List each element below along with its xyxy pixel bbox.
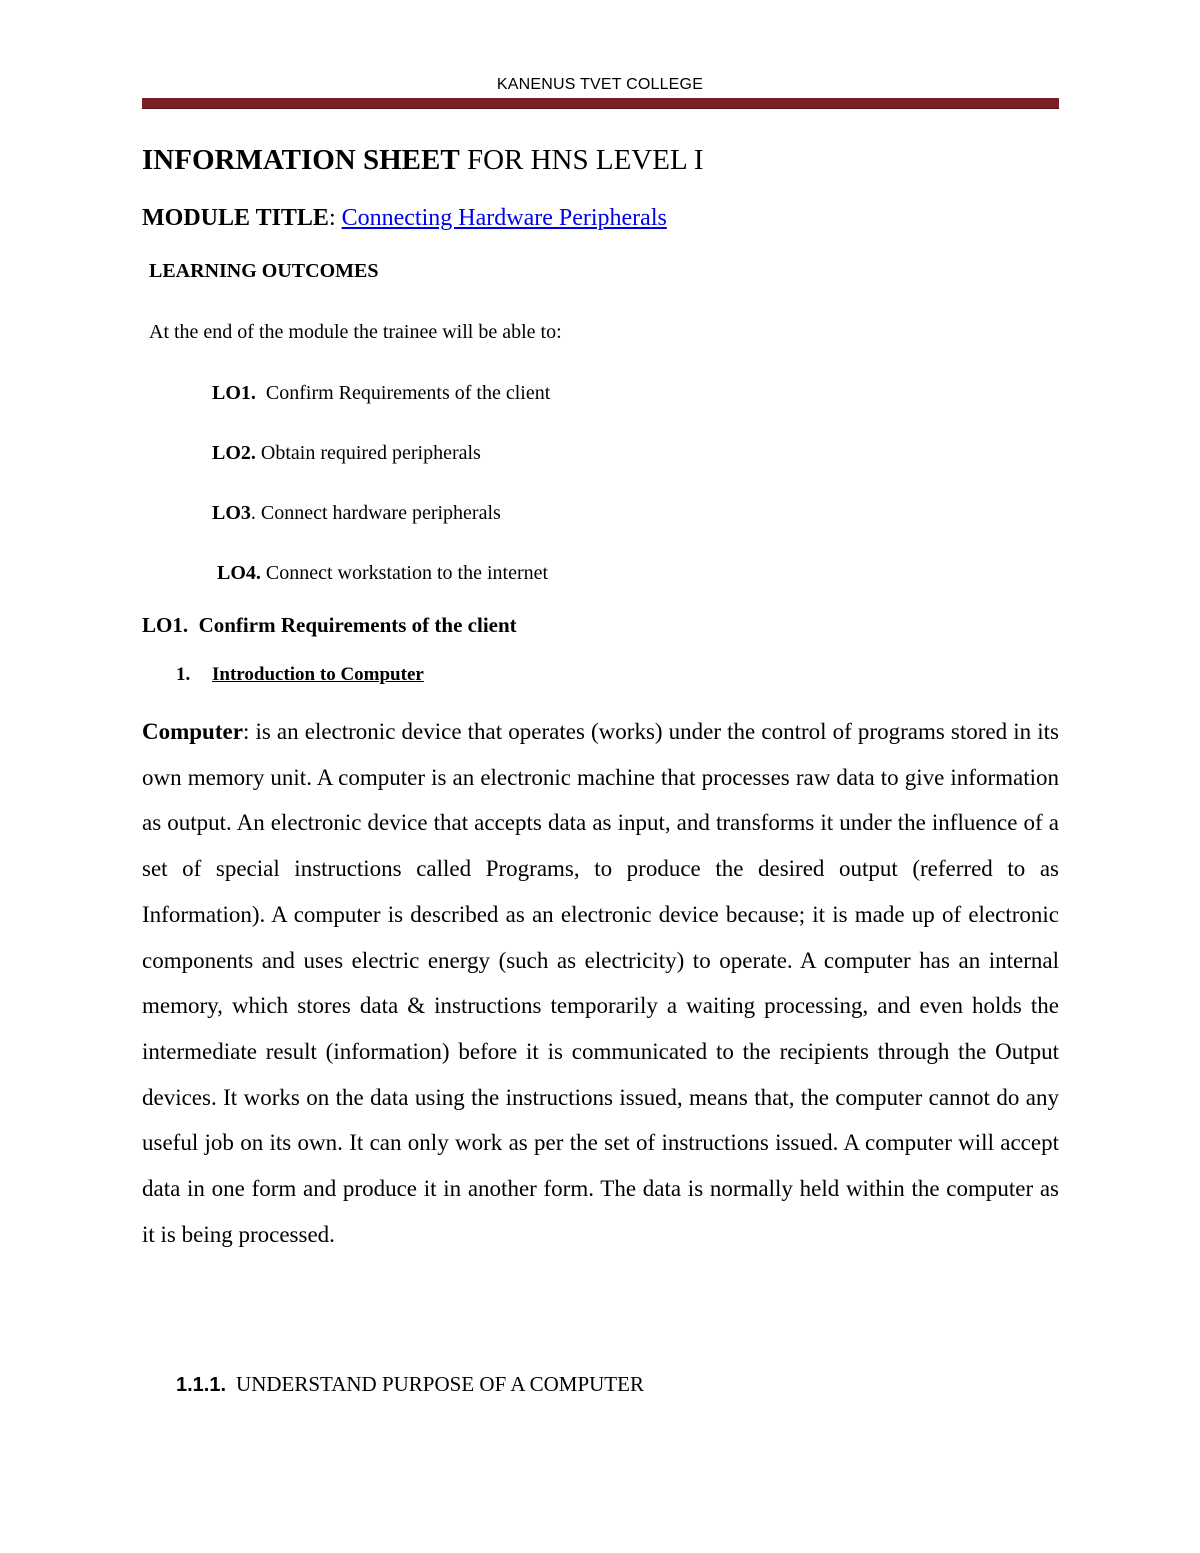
page-header: KANENUS TVET COLLEGE bbox=[496, 76, 704, 93]
outcome-text: Connect workstation to the internet bbox=[260, 562, 549, 584]
outcome-text: Obtain required peripherals bbox=[255, 442, 481, 464]
header-divider bbox=[142, 98, 1059, 109]
computer-definition-paragraph bbox=[142, 709, 1059, 1257]
paragraph-body: : is an electronic device that operates (works) under the control of programs stored in its own memory unit. A computer is an electronic machine that processes raw data to give information as output. An electronic device that accepts data as input, and transforms it under the influence of a set of special instructions called Programs, to produce the desired output (referred to as Information). A computer is described as an electronic device because; it is made up of electronic components and uses electric energy (such as electricity) to operate. A computer has an internal memory, which stores data & instructions temporarily a waiting processing, and even holds the intermediate result (information) before it is communicated to the recipients through the Output devices. It works on the data using the instructions issued, means that, the computer cannot do any useful job on its own. It can only work as per the set of instructions issued. A computer will accept data in one form and produce it in another form. The data is normally held within the computer as it is being processed. bbox=[142, 719, 1059, 1247]
subsection-title: Introduction to Computer bbox=[212, 664, 424, 685]
outcome-code: LO2. bbox=[212, 442, 256, 464]
outcome-text: . Connect hardware peripherals bbox=[250, 502, 501, 524]
module-title bbox=[142, 205, 667, 232]
document-title bbox=[142, 144, 704, 177]
title-rest: FOR HNS LEVEL I bbox=[459, 144, 704, 176]
outcome-text: Confirm Requirements of the client bbox=[255, 382, 551, 404]
outcome-item-lo1 bbox=[212, 382, 550, 405]
section-title: UNDERSTAND PURPOSE OF A COMPUTER bbox=[236, 1372, 644, 1396]
module-label: MODULE TITLE bbox=[142, 205, 329, 231]
section-heading bbox=[176, 1372, 644, 1397]
title-bold: INFORMATION SHEET bbox=[142, 144, 460, 176]
learning-outcomes-intro: At the end of the module the trainee will be able to: bbox=[149, 321, 562, 343]
lo1-section-heading: LO1. Confirm Requirements of the client bbox=[142, 613, 517, 637]
outcome-item-lo3 bbox=[212, 502, 501, 525]
outcome-code: LO3 bbox=[212, 502, 251, 524]
subsection-heading bbox=[176, 664, 424, 686]
module-title-link[interactable]: Connecting Hardware Peripherals bbox=[341, 205, 667, 231]
outcome-item-lo4 bbox=[217, 562, 548, 585]
outcome-code: LO4. bbox=[217, 562, 261, 584]
paragraph-term: Computer bbox=[142, 719, 243, 744]
outcome-item-lo2 bbox=[212, 442, 481, 465]
module-colon: : bbox=[328, 205, 342, 231]
outcome-code: LO1. bbox=[212, 382, 256, 404]
section-number: 1.1.1. bbox=[176, 1374, 227, 1396]
subsection-number: 1. bbox=[176, 664, 191, 685]
learning-outcomes-heading: LEARNING OUTCOMES bbox=[149, 260, 379, 282]
